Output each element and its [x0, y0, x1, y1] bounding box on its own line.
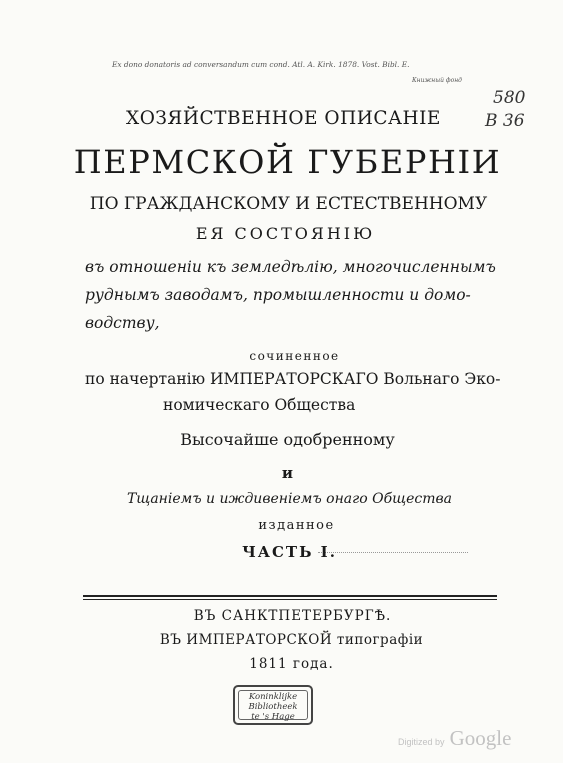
library-stamp [233, 685, 313, 725]
subtitle-line-3: водству, [85, 314, 160, 332]
composed-label: сочиненное [249, 349, 340, 363]
title-line-2: ПЕРМСКОЙ ГУБЕРНІИ [73, 143, 502, 181]
authorship-line-2: номическаго Общества [163, 396, 356, 414]
imprint-city: ВЪ САНКТПЕТЕРБУРГѢ. [193, 608, 392, 624]
imprint-press: ВЪ ИМПЕРАТОРСКОЙ типографіи [159, 632, 424, 648]
title-line-1: ХОЗЯЙСТВЕННОЕ ОПИСАНІЕ [126, 108, 441, 129]
watermark-prefix: Digitized by [398, 737, 445, 747]
shelfmark-number: 580 [493, 88, 526, 108]
published-label: изданное [258, 518, 335, 533]
part-label: ЧАСТЬ І. [242, 543, 337, 561]
digitized-watermark [398, 726, 511, 751]
handwritten-note: Ex dono donatoris ad conversandum cum cond. Atl. A. Kirk. 1878. Vost. Bibl. E. [112, 60, 410, 69]
shelfmark-code: B 36 [485, 111, 525, 131]
approved-label: Высочайше одобренному [180, 430, 395, 449]
imprint-year: 1811 года. [249, 656, 334, 672]
title-line-3: ПО ГРАЖДАНСКОМУ И ЕСТЕСТВЕННОМУ [89, 194, 488, 214]
authorship-line-3: Тщаніемъ и иждивеніемъ онаго Общества [126, 491, 453, 507]
stamp-line-3: te 's Hage [251, 712, 295, 722]
watermark-brand: Google [449, 726, 512, 750]
authorship-line-1: по начертанію ИМПЕРАТОРСКАГО Вольнаго Эко- [85, 370, 501, 388]
divider-rule-thin [83, 599, 497, 600]
subtitle-line-2: руднымъ заводамъ, промышленности и домо- [85, 286, 471, 304]
title-line-4: ЕЯ СОСТОЯНІЮ [195, 224, 376, 243]
stamp-line-1: Koninklijke [248, 692, 298, 702]
stamp-line-2: Bibliotheek [248, 702, 298, 712]
handwritten-note-2: Книжный фонд [412, 77, 462, 84]
and-label: и [281, 464, 294, 482]
divider-rule-thick [83, 595, 497, 597]
subtitle-line-1: въ отношеніи къ земледѣлію, многочисленнымъ [85, 258, 496, 276]
